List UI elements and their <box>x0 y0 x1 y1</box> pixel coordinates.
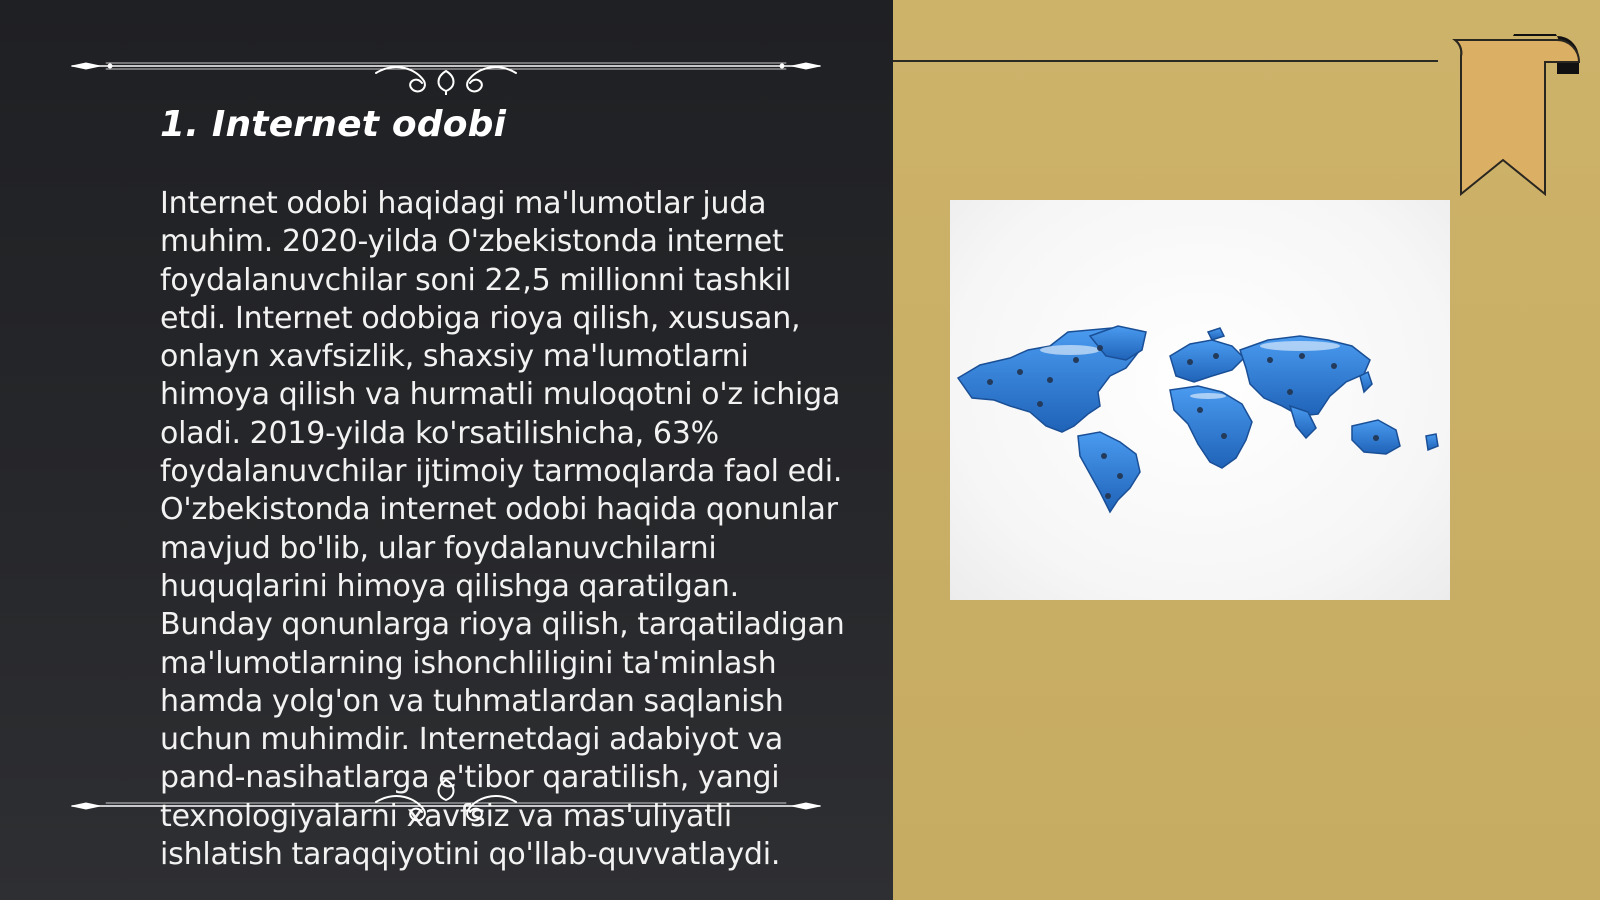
world-map-illustration <box>950 200 1450 600</box>
image-panel <box>893 0 1600 900</box>
continents <box>958 326 1438 512</box>
bookmark-ribbon-icon <box>1433 34 1600 204</box>
slide-title: 1. Internet odobi <box>160 104 507 145</box>
ornament-top-divider <box>66 45 826 95</box>
world-map-image <box>950 200 1450 600</box>
ornament-bottom-divider <box>66 778 826 828</box>
horizontal-rule <box>893 60 1438 62</box>
slide-body-text: Internet odobi haqidagi ma'lumotlar juda muhim. 2020-yilda O'zbekistonda internet foydalanuvchilar soni 22,5 millionni tashkil etdi. Internet odobiga rioya qilish, xususan, onlayn xavfsizlik, shaxsiy ma'lumotlarni himoya qilish va hurmatli muloqotni o'z ichiga oladi. 2019-yilda ko'rsatilishicha, 63% foydalanuvchilar ijtimoiy tarmoqlarda faol edi. O'zbekistonda internet odobi haqida qonunlar mavjud bo'lib, ular foydalanuvchilarni huquqlarini himoya qilishga qaratilgan. Bunday qonunlarga rioya qilish, tarqatiladigan ma'lumotlarning ishonchliligini ta'minlash hamda yolg'on va tuhmatlardan saqlanish uchun muhimdir. Internetdagi adabiyot va pand-nasihatlarga e'tibor qaratilish, yangi texnologiyalarni xavfsiz va mas'uliyatli ishlatish taraqqiyotini qo'llab-quvvatlaydi. <box>160 186 845 873</box>
